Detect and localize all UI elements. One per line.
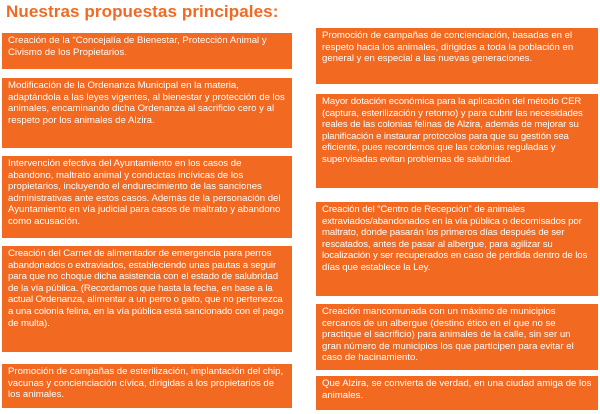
page-title: Nuestras propuestas principales:: [6, 2, 279, 21]
proposal-box-right-2: [316, 94, 598, 188]
proposal-text: Creación del Carnet de alimentador de emergencia para perros abandonados o extraviados, estableciendo unas pautas a seguir para que no choque dicha asistencia con el estado de salubridad de la vía pública. (Recordamos que hasta la fecha, en base a la actual Ordenanza, alimentar a un perro o gato, que no pertenezca a una colonia felina, en la vía pública está sancionado con el pago de multa).: [8, 248, 284, 329]
proposal-text: Mayor dotación económica para la aplicación del método CER (captura, esterilización y retorno) y para cubrir las necesidades reales de las colonias felinas de Alzira, además de mejorar su planificación e instaurar protocolos para que su gestión sea eficiente, pues recordemos que las colonias reguladas y supervisadas evitan problemas de salubridad.: [322, 96, 583, 165]
proposal-box-right-1: [316, 28, 598, 84]
proposal-text: Creación del “Centro de Recepción” de animales extraviados/abandonados en la vía pública o decomisados por maltrato, donde pasarán los primeros días después de ser rescatados, antes de pasar al albergue, para agilizar su localización y ser recuperados en caso de pérdida dentro de los días que establece la Ley.: [322, 204, 588, 273]
proposal-text: Intervención efectiva del Ayuntamiento en los casos de abandono, maltrato animal y conductas incívicas de los propietarios, incluyendo el endurecimiento de las sanciones administrativas ante estos casos. Además de la personación del Ayuntamiento en vía judicial para casos de maltrato y abandono como acusación.: [8, 158, 281, 227]
proposal-box-right-4: [316, 304, 598, 370]
proposal-text: Promoción de campañas de esterilización, implantación del chip, vacunas y concienciación cívica, dirigidas a los propietarios de los animales.: [8, 366, 284, 401]
proposal-box-left-4: [2, 246, 292, 352]
proposal-box-left-3: [2, 156, 292, 238]
proposal-text: Que Alzira, se convierta de verdad, en una ciudad amiga de los animales.: [322, 378, 592, 401]
proposal-text: Modificación de la Ordenanza Municipal en la materia, adaptándola a las leyes vigentes, al bienestar y protección de los animales, encaminando dicha Ordenanza al sacrificio cero y al respeto por los animales de Alzira.: [8, 80, 285, 126]
proposal-box-left-1: [2, 33, 292, 69]
proposal-text: Creación mancomunada con un máximo de municipios cercanos de un albergue (destino ético en el que no se practique el sacrificio) para animales de la calle, sin ser un gran número de municipios los que participen para evitar el caso de hacinamiento.: [322, 306, 574, 364]
proposal-box-right-3: [316, 202, 598, 296]
proposal-text: Creación de la “Concejalía de Bienestar, Protección Animal y Civismo de los Propietarios.: [8, 35, 267, 58]
proposal-box-left-5: [2, 364, 292, 408]
proposal-box-left-2: [2, 78, 292, 148]
proposal-box-right-5: [316, 376, 598, 410]
proposal-text: Promoción de campañas de concienciación, basadas en el respeto hacia los animales, dirigidas a toda la población en general y en especial a las nuevas generaciones.: [322, 30, 574, 65]
